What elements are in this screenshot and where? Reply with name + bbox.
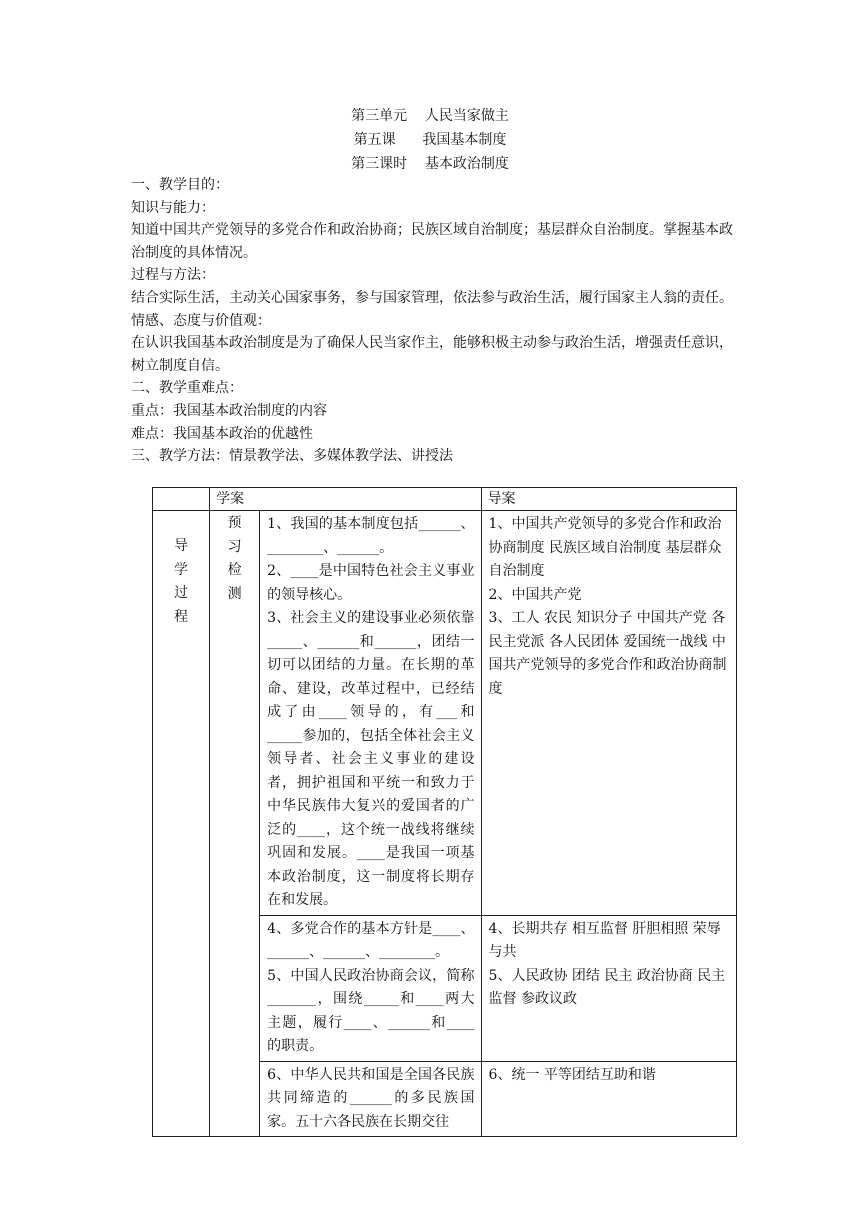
methods-line: 三、教学方法：情景教学法、多媒体教学法、讲授法 xyxy=(131,448,453,465)
sub-stage-cell xyxy=(210,511,260,1137)
difficult-point: 难点：我国基本政治的优越性 xyxy=(131,425,313,442)
vertical-char: 导 xyxy=(174,538,189,554)
table-header-row xyxy=(153,488,737,511)
answer-3: 3、工人 农民 知识分子 中国共产党 各民主党派 各人民团体 爱国统一战线 中国共产党领导的多党合作和政治协商制度 xyxy=(488,610,727,697)
unit-title: 第三单元 人民当家做主 xyxy=(351,108,509,124)
vertical-char: 预 xyxy=(227,515,242,531)
header-guide-cell xyxy=(481,488,736,511)
period-title: 第三课时 基本政治制度 xyxy=(351,156,509,172)
knowledge-label: 知识与能力： xyxy=(131,199,215,216)
answer-cell xyxy=(481,915,736,1061)
lesson-title: 第五课 我国基本制度 xyxy=(353,132,507,148)
question-cell xyxy=(260,915,481,1061)
emotion-text: 在认识我国基本政治制度是为了确保人民当家作主，能够积极主动参与政治生活，增强责任意识，树立制度自信。 xyxy=(131,335,733,374)
sub-stage-label xyxy=(210,512,259,606)
question-1: 1、我国的基本制度包括______、________、______。 xyxy=(267,516,475,556)
answer-cell xyxy=(481,1061,736,1137)
vertical-char: 测 xyxy=(227,585,242,602)
answer-6: 6、统一 平等团结互助和谐 xyxy=(488,1066,656,1083)
objectives-heading: 一、教学目的： xyxy=(131,177,229,193)
answer-5: 5、人民政协 团结 民主 政治协商 民主监督 参政议政 xyxy=(488,967,726,1007)
key-point: 重点：我国基本政治制度的内容 xyxy=(131,402,327,419)
answer-4: 4、长期共存 相互监督 肝胆相照 荣辱与共 xyxy=(488,920,721,960)
answer-cell xyxy=(481,511,736,916)
question-5: 5、中国人民政治协商会议，简称_______，围绕_____和____两大主题，履行____、______和____的职责。 xyxy=(267,967,475,1054)
question-4: 4、多党合作的基本方针是____、______、______、________。 xyxy=(267,920,475,960)
table-row xyxy=(153,511,737,916)
vertical-char: 过 xyxy=(174,585,189,601)
keypoints-heading: 二、教学重难点： xyxy=(131,380,243,397)
header-guide-label: 导案 xyxy=(487,491,516,507)
stage-label xyxy=(153,535,209,629)
vertical-char: 学 xyxy=(174,561,189,578)
vertical-char: 习 xyxy=(227,538,242,555)
question-cell xyxy=(260,1061,481,1137)
header-study-label: 学案 xyxy=(216,491,245,507)
answer-2: 2、中国共产党 xyxy=(488,586,582,603)
stage-cell xyxy=(153,511,210,1137)
lesson-body xyxy=(131,174,736,468)
header-study-cell xyxy=(210,488,481,511)
process-label: 过程与方法： xyxy=(131,267,215,284)
question-2: 2、____是中国特色社会主义事业的领导核心。 xyxy=(267,563,475,603)
title-block xyxy=(0,104,860,176)
question-cell xyxy=(260,511,481,916)
question-6: 6、中华人民共和国是全国各民族共同缔造的______的多民族国家。五十六各民族在长期交往 xyxy=(267,1066,475,1130)
process-text: 结合实际生活，主动关心国家事务，参与国家管理，依法参与政治生活，履行国家主人翁的责任。 xyxy=(131,289,733,306)
question-3: 3、社会主义的建设事业必须依靠_____、______和______，团结一切可以团结的力量。在长期的革命、建设，改革过程中，已经结成了由____领导的，有___和_____参加的，包括全体社会主义领导者、社会主义事业的建设者，拥护祖国和平统一和致力于中华民族伟大复兴的爱国者的广泛的____，这个统一战线将继续巩固和发展。____是我国一项基本政治制度，这一制度将长期存在和发展。 xyxy=(267,610,475,908)
lesson-plan-table xyxy=(152,487,737,1137)
answer-1: 1、中国共产党领导的多党合作和政治协商制度 民族区域自治制度 基层群众自治制度 xyxy=(488,516,722,579)
vertical-char: 检 xyxy=(227,562,242,578)
vertical-char: 程 xyxy=(174,608,189,625)
knowledge-text: 知道中国共产党领导的多党合作和政治协商；民族区域自治制度；基层群众自治制度。掌握基本政治制度的具体情况。 xyxy=(131,222,733,261)
header-empty-cell xyxy=(153,488,210,511)
emotion-label: 情感、态度与价值观： xyxy=(131,312,271,329)
